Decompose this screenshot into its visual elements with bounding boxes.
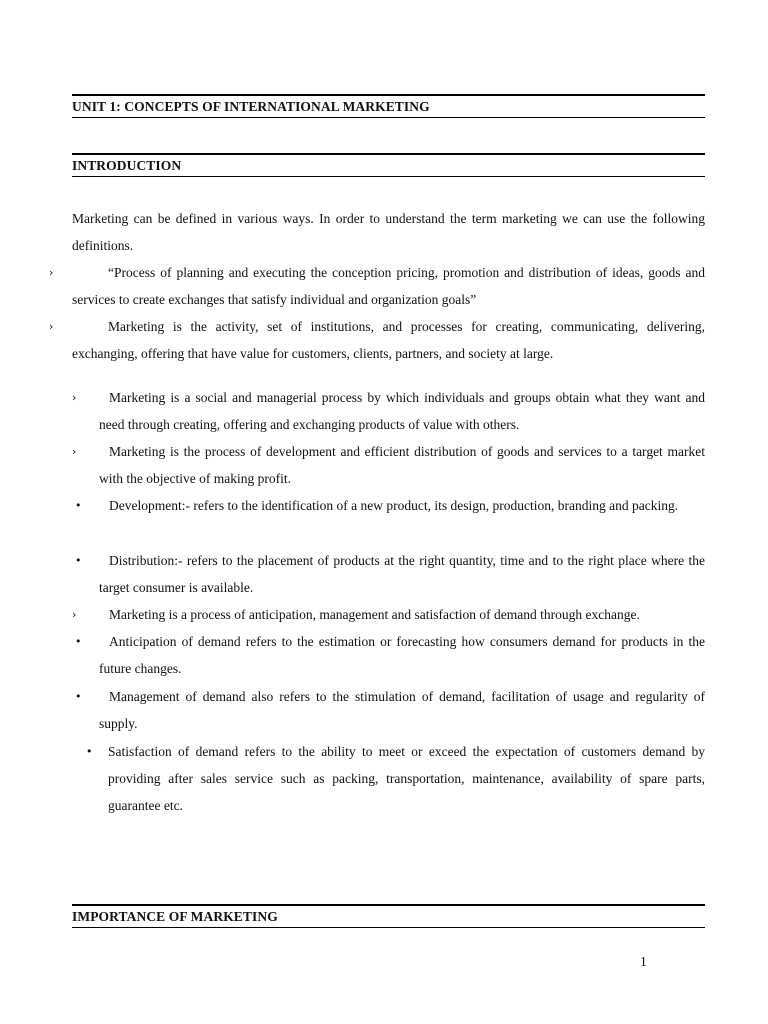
definition-item: Marketing is the activity, set of institutions, and processes for creating, communicating, delivering, exchanging, offering that have value for customers, clients, partners, and society at large. <box>72 319 705 361</box>
unit-heading: UNIT 1: CONCEPTS OF INTERNATIONAL MARKETING <box>72 94 705 118</box>
definition-item: “Process of planning and executing the conception pricing, promotion and distribution of ideas, goods and services to create exchanges that satisfy individual and organization goals” <box>72 265 705 307</box>
sub-item: Development:- refers to the identification of a new product, its design, production, branding and packing. <box>109 498 679 513</box>
dot-bullet-icon: • <box>75 554 82 567</box>
dot-bullet-icon: • <box>75 635 82 648</box>
arrow-bullet-icon: › <box>72 608 77 621</box>
arrow-bullet-icon: › <box>72 445 77 458</box>
dot-bullet-icon: • <box>86 745 93 758</box>
importance-heading: IMPORTANCE OF MARKETING <box>72 904 705 928</box>
page-number: 1 <box>640 954 647 969</box>
arrow-bullet-icon: › <box>49 320 54 333</box>
sub-item: Distribution:- refers to the placement of products at the right quantity, time and to the right place where the target consumer is available. <box>99 553 705 595</box>
intro-paragraph: Marketing can be defined in various ways. In order to understand the term marketing we can use the following definitions. <box>72 211 705 253</box>
arrow-bullet-icon: › <box>49 266 54 279</box>
introduction-heading: INTRODUCTION <box>72 153 705 177</box>
sub-item: Management of demand also refers to the stimulation of demand, facilitation of usage and regularity of supply. <box>99 689 705 731</box>
sub-item: Anticipation of demand refers to the estimation or forecasting how consumers demand for products in the future changes. <box>99 634 705 676</box>
sub-item: Satisfaction of demand refers to the ability to meet or exceed the expectation of customers demand by providing after sales service such as packing, transportation, maintenance, availability of spare parts, guarantee etc. <box>108 744 705 813</box>
dot-bullet-icon: • <box>75 499 82 512</box>
arrow-bullet-icon: › <box>72 391 77 404</box>
definition-item: Marketing is the process of development and efficient distribution of goods and services to a target market with the objective of making profit. <box>99 444 705 486</box>
definition-item: Marketing is a social and managerial process by which individuals and groups obtain what they want and need through creating, offering and exchanging products of value with others. <box>99 390 705 432</box>
definition-item: Marketing is a process of anticipation, management and satisfaction of demand through exchange. <box>109 607 640 622</box>
dot-bullet-icon: • <box>75 690 82 703</box>
